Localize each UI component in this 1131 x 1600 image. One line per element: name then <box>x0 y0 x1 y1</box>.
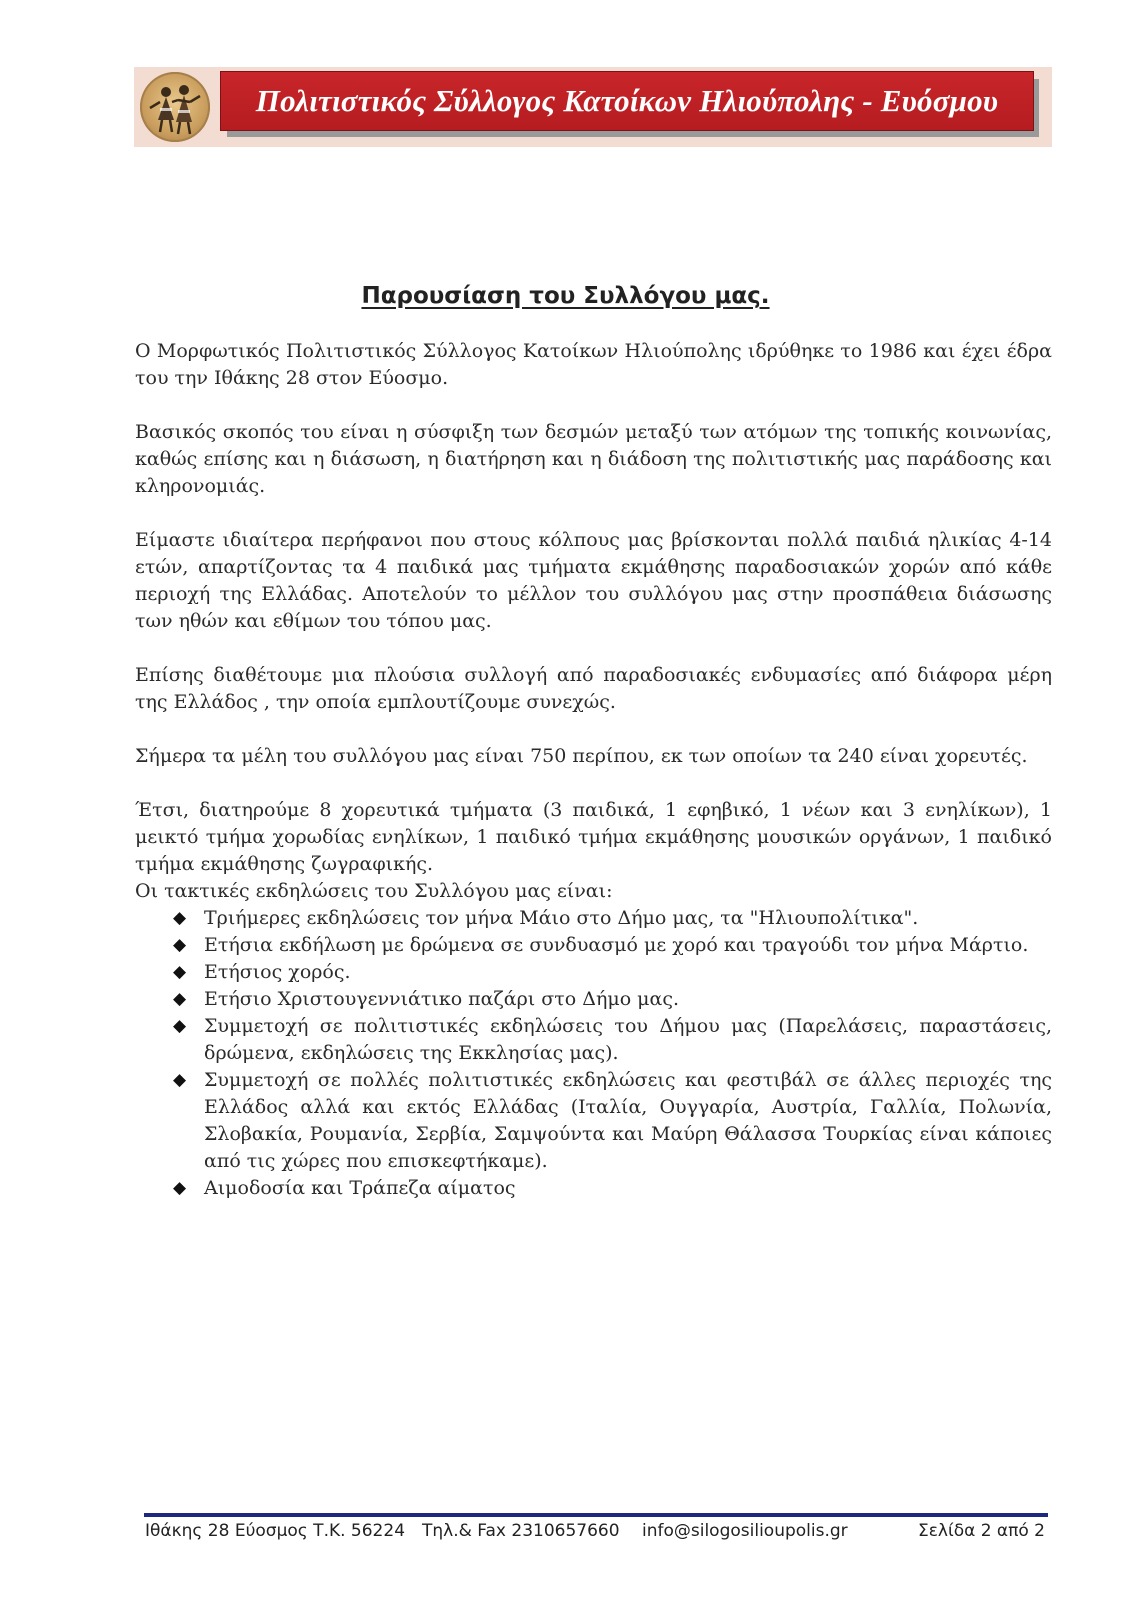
page-header <box>134 67 1052 147</box>
footer-address: Ιθάκης 28 Εύοσμος Τ.Κ. 56224 <box>145 1521 406 1541</box>
list-item <box>135 1013 1052 1067</box>
paragraph-purpose: Βασικός σκοπός του είναι η σύσφιξη των δεσμών μεταξύ των ατόμων της τοπικής κοινωνίας, καθώς επίσης και η διάσωση, η διατήρηση και η διάδοση της πολιτιστικής μας παράδοσης και κληρονομιάς. <box>135 421 1052 497</box>
footer-divider <box>144 1513 1048 1517</box>
paragraph-costumes: Επίσης διαθέτουμε μια πλούσια συλλογή από παραδοσιακές ενδυμασίες από διάφορα μέρη της Ελλάδος , την οποία εμπλουτίζουμε συνεχώς. <box>135 664 1052 713</box>
document-body <box>135 338 1052 1202</box>
list-item <box>135 1067 1052 1175</box>
paragraph-children: Είμαστε ιδιαίτερα περήφανοι που στους κόλπους μας βρίσκονται πολλά παιδιά ηλικίας 4-14 ετών, απαρτίζοντας τα 4 παιδικά μας τμήματα εκμάθησης παραδοσιακών χορών από κάθε περιοχή της Ελλάδας. Αποτελούν το μέλλον του συλλόγου μας στην προσπάθεια διάσωσης των ηθών και εθίμων του τόπου μας. <box>135 529 1052 632</box>
header-banner <box>220 71 1034 131</box>
events-list <box>135 905 1052 1202</box>
event-text: Συμμετοχή σε πολιτιστικές εκδηλώσεις του Δήμου μας (Παρελάσεις, παραστάσεις, δρώμενα, εκδηλώσεις της Εκκλησίας μας). <box>204 1015 1052 1064</box>
dancers-logo-icon <box>140 72 210 142</box>
list-item <box>135 905 1052 932</box>
footer-page-number: Σελίδα 2 από 2 <box>917 1521 1045 1541</box>
list-item <box>135 1175 1052 1202</box>
events-intro: Οι τακτικές εκδηλώσεις του Συλλόγου μας είναι: <box>135 880 613 902</box>
diamond-bullet-icon: ◆ <box>173 1070 187 1090</box>
list-item <box>135 932 1052 959</box>
list-item <box>135 959 1052 986</box>
diamond-bullet-icon: ◆ <box>173 962 187 982</box>
diamond-bullet-icon: ◆ <box>173 989 187 1009</box>
footer-phone: Τηλ.& Fax 2310657660 <box>422 1521 620 1541</box>
paragraph-sections: Έτσι, διατηρούμε 8 χορευτικά τμήματα (3 παιδικά, 1 εφηβικό, 1 νέων και 3 ενηλίκων), 1 μεικτό τμήμα χορωδίας ενηλίκων, 1 παιδικό τμήμα εκμάθησης μουσικών οργάνων, 1 παιδικό τμήμα εκμάθησης ζωγραφικής. <box>135 799 1052 875</box>
paragraph-members: Σήμερα τα μέλη του συλλόγου μας είναι 750 περίπου, εκ των οποίων τα 240 είναι χορευτές. <box>135 745 1028 767</box>
event-text: Ετήσιο Χριστουγεννιάτικο παζάρι στο Δήμο μας. <box>204 988 680 1010</box>
page-footer <box>145 1521 1045 1547</box>
event-text: Ετήσια εκδήλωση με δρώμενα σε συνδυασμό με χορό και τραγούδι τον μήνα Μάρτιο. <box>204 934 1029 956</box>
page-title-text: Παρουσίαση του Συλλόγου μας. <box>361 283 770 309</box>
footer-email[interactable]: info@silogosilioupolis.gr <box>642 1521 848 1541</box>
event-text: Ετήσιος χορός. <box>204 961 351 983</box>
event-text: Συμμετοχή σε πολλές πολιτιστικές εκδηλώσεις και φεστιβάλ σε άλλες περιοχές της Ελλάδος αλλά και εκτός Ελλάδας (Ιταλία, Ουγγαρία, Αυστρία, Γαλλία, Πολωνία, Σλοβακία, Ρουμανία, Σερβία, Σαμψούντα και Μαύρη Θάλασσα Τουρκίας είναι κάποιες από τις χώρες που επισκεφτήκαμε). <box>204 1069 1052 1172</box>
dancers-figure-icon <box>140 72 210 142</box>
event-text: Τριήμερες εκδηλώσεις τον μήνα Μάιο στο Δήμο μας, τα "Ηλιουπολίτικα". <box>204 907 919 929</box>
diamond-bullet-icon: ◆ <box>173 908 187 928</box>
diamond-bullet-icon: ◆ <box>173 1016 187 1036</box>
event-text: Αιμοδοσία και Τράπεζα αίματος <box>204 1177 516 1199</box>
paragraph-founding: Ο Μορφωτικός Πολιτιστικός Σύλλογος Κατοίκων Ηλιούπολης ιδρύθηκε το 1986 και έχει έδρα του την Ιθάκης 28 στον Εύοσμο. <box>135 340 1052 389</box>
banner-title: Πολιτιστικός Σύλλογος Κατοίκων Ηλιούπολης - Ευόσμου <box>255 83 999 118</box>
diamond-bullet-icon: ◆ <box>173 1178 187 1198</box>
page-title <box>0 283 1131 309</box>
list-item <box>135 986 1052 1013</box>
diamond-bullet-icon: ◆ <box>173 935 187 955</box>
